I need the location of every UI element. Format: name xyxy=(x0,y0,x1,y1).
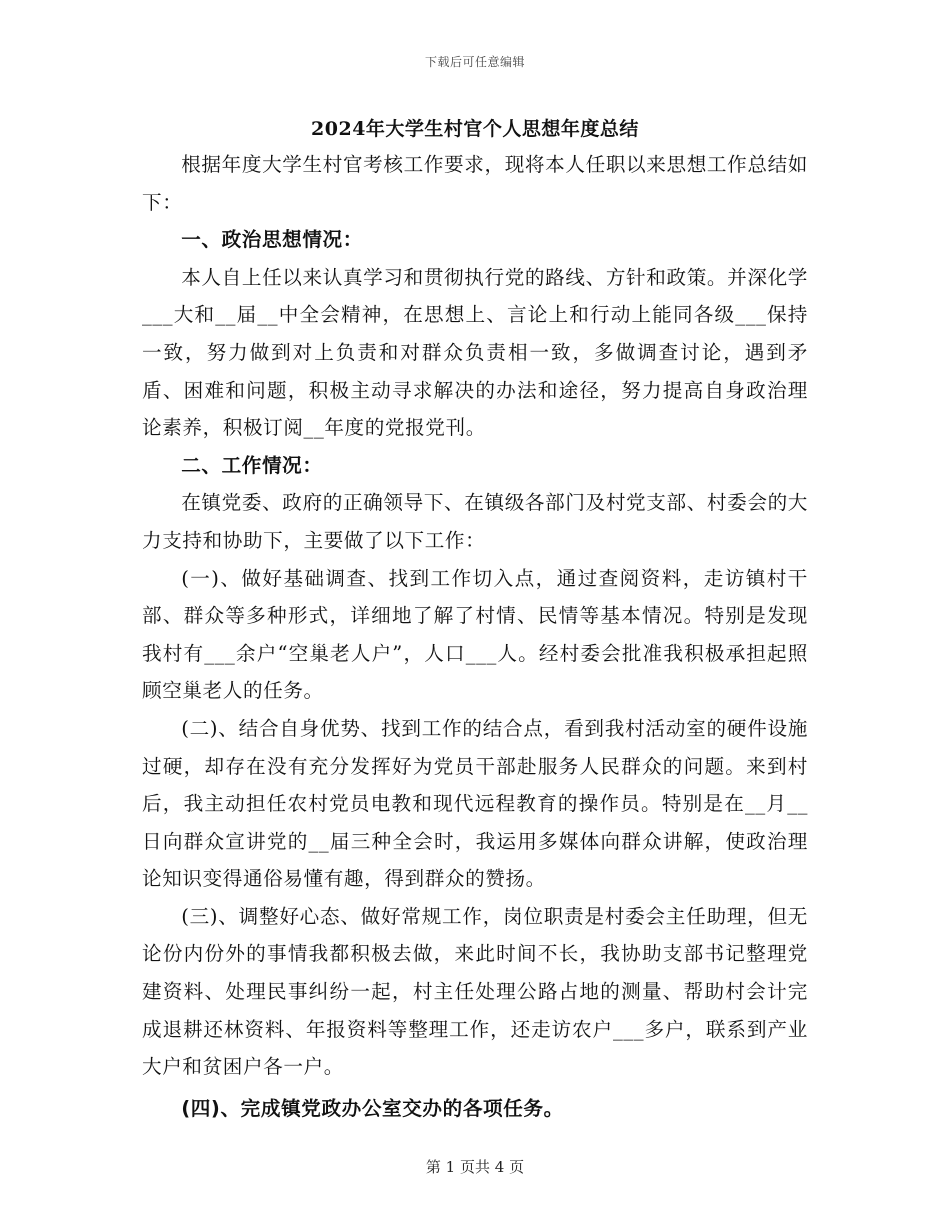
work-item-3-paragraph: (三)、调整好心态、做好常规工作，岗位职责是村委会主任助理，但无论份内份外的事情我都积极去做，来此时间不长，我协助支部书记整理党建资料、处理民事纠纷一起，村主任处理公路占地的测量、帮助村会计完成退耕还林资料、年报资料等整理工作，还走访农户___多户，联系到产业大户和贫困户各一户。 xyxy=(142,904,808,1079)
intro-paragraph: 根据年度大学生村官考核工作要求，现将本人任职以来思想工作总结如下： xyxy=(142,153,808,214)
document-body xyxy=(142,146,808,1127)
section-heading-political: 一、政治思想情况： xyxy=(181,228,363,252)
page-number: 第 1 页共 4 页 xyxy=(425,1158,525,1176)
work-intro-paragraph: 在镇党委、政府的正确领导下、在镇级各部门及村党支部、村委会的大力支持和协助下，主要做了以下工作： xyxy=(142,491,808,552)
header-note: 下载后可任意编辑 xyxy=(424,55,525,69)
work-item-4-heading: (四)、完成镇党政办公室交办的各项任务。 xyxy=(181,1096,564,1120)
work-item-2-paragraph: (二)、结合自身优势、找到工作的结合点，看到我村活动室的硬件设施过硬，却存在没有充分发挥好为党员干部赴服务人民群众的问题。来到村后，我主动担任农村党员电教和现代远程教育的操作员。特别是在__月__日向群众宣讲党的__届三种全会时，我运用多媒体向群众讲解，使政治理论知识变得通俗易懂有趣，得到群众的赞扬。 xyxy=(142,716,808,891)
work-item-1-paragraph: (一)、做好基础调查、找到工作切入点，通过查阅资料，走访镇村干部、群众等多种形式，详细地了解了村情、民情等基本情况。特别是发现我村有___余户“空巢老人户”，人口___人。经村委会批准我积极承担起照顾空巢老人的任务。 xyxy=(142,566,808,703)
section-heading-work: 二、工作情况： xyxy=(181,453,323,477)
document-title: 2024年大学生村官个人思想年度总结 xyxy=(311,118,639,140)
political-paragraph: 本人自上任以来认真学习和贯彻执行党的路线、方针和政策。并深化学___大和__届__中全会精神，在思想上、言论上和行动上能同各级___保持一致，努力做到对上负责和对群众负责相一致，多做调查讨论，遇到矛盾、困难和问题，积极主动寻求解决的办法和途径，努力提高自身政治理论素养，积极订阅__年度的党报党刊。 xyxy=(142,265,808,440)
